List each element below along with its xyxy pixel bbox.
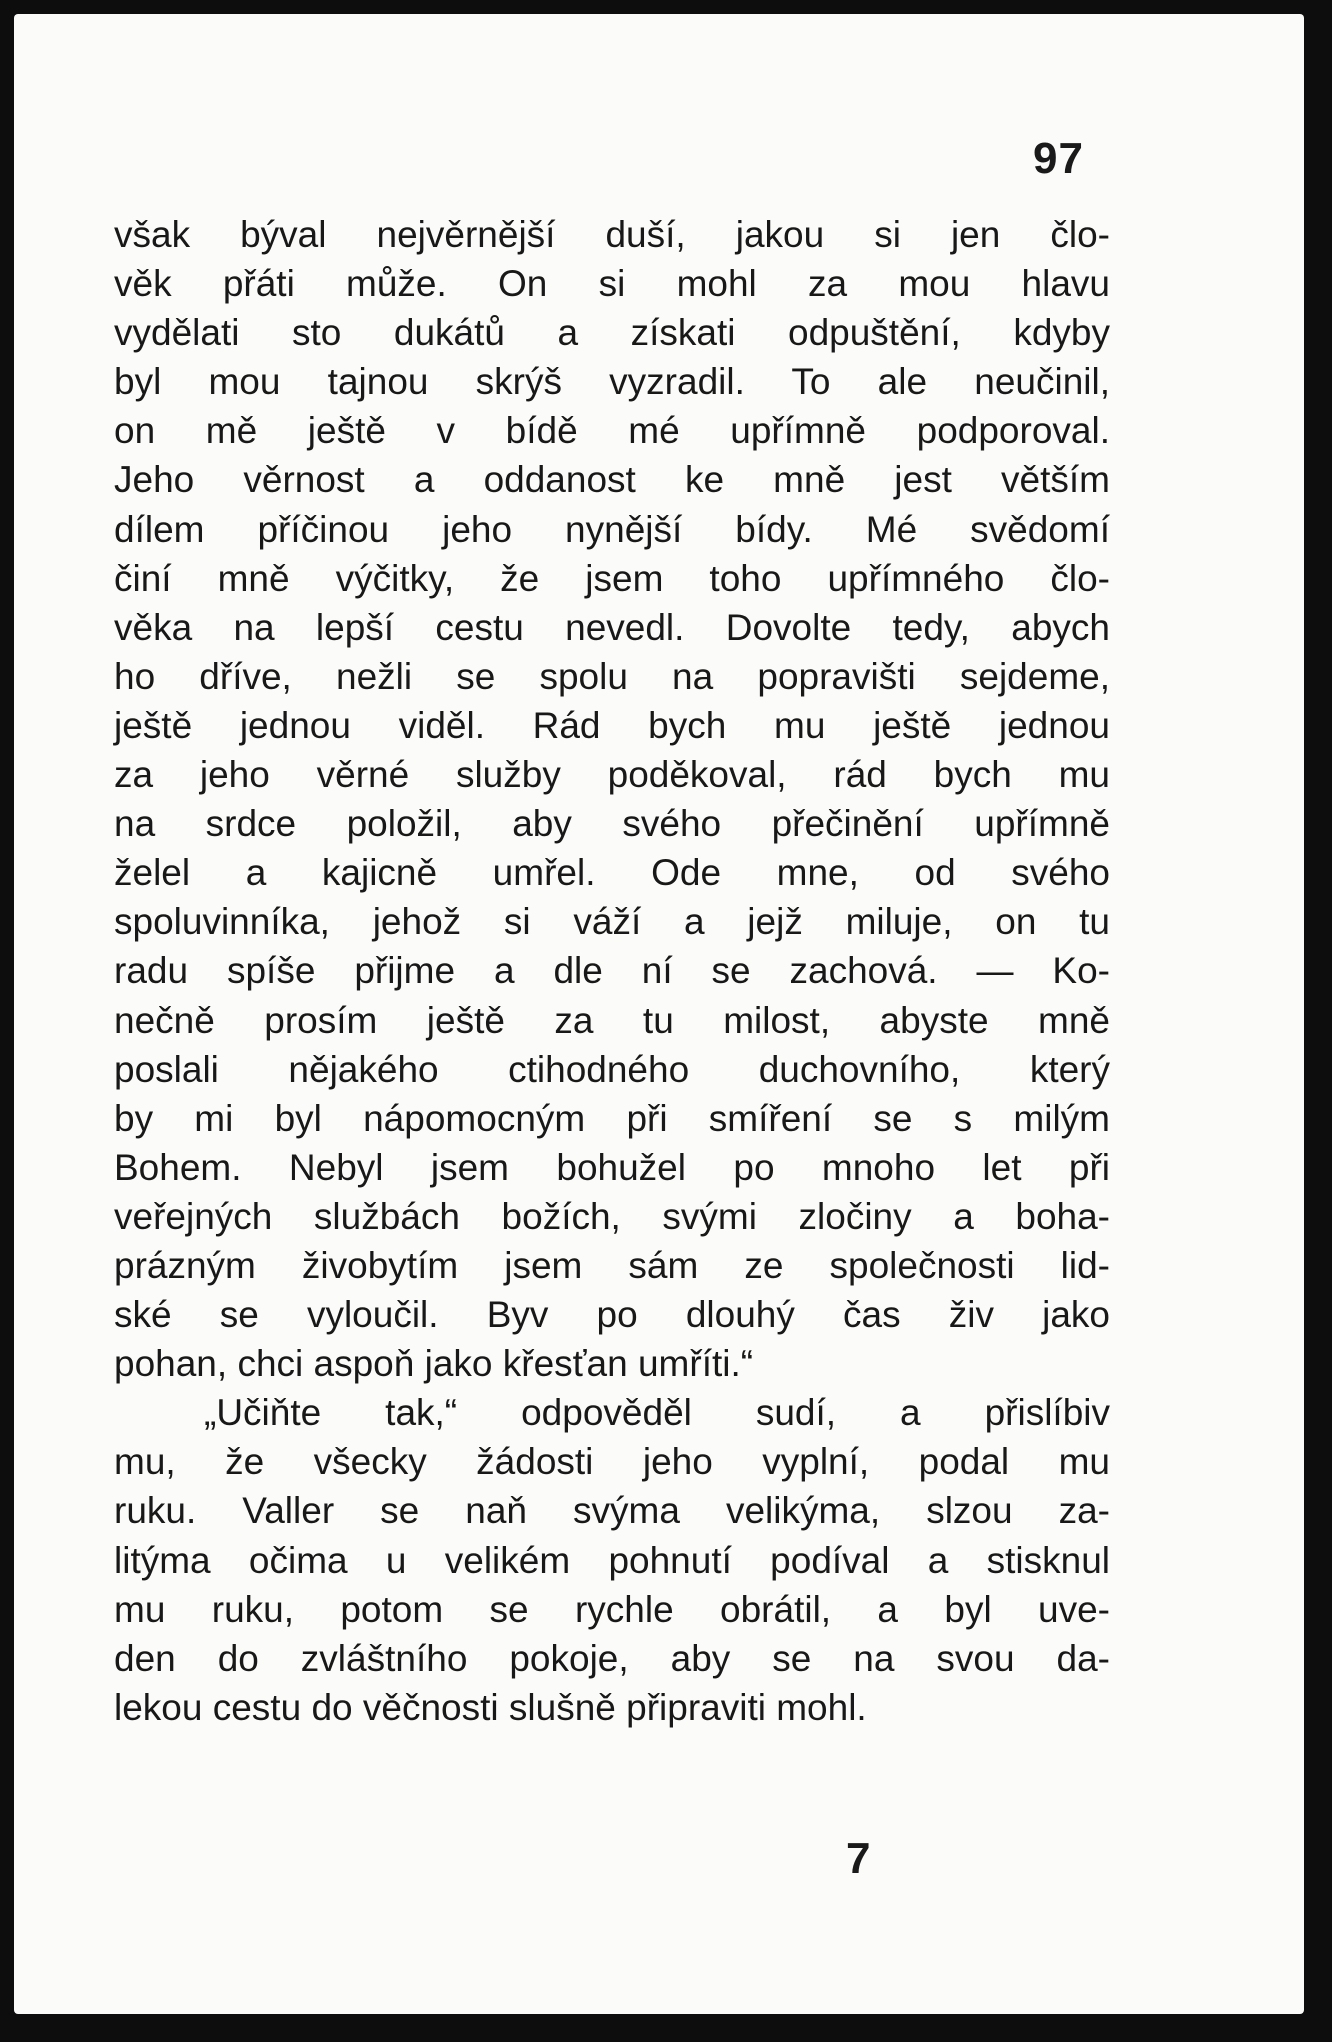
text-line: mu, že všecky žádosti jeho vyplní, podal mu: [114, 1441, 1110, 1483]
text-line: ještě jednou viděl. Rád bych mu ještě jednou: [114, 704, 1110, 746]
text-line: radu spíše přijme a dle ní se zachová. — Ko-: [114, 950, 1110, 992]
book-page: [14, 14, 1304, 2014]
text-line: den do zvláštního pokoje, aby se na svou da-: [114, 1637, 1110, 1679]
text-line: lekou cestu do věčnosti slušně připraviti mohl.: [114, 1686, 867, 1728]
text-line: veřejných službách božích, svými zločiny a boha-: [114, 1195, 1110, 1237]
page-number: 97: [1033, 134, 1084, 183]
text-line: želel a kajicně umřel. Ode mne, od svého: [114, 852, 1110, 894]
text-line: pohan, chci aspoň jako křesťan umříti.“: [114, 1343, 754, 1385]
text-line: věk přáti může. On si mohl za mou hlavu: [114, 263, 1110, 305]
text-line: poslali nějakého ctihodného duchovního, který: [114, 1048, 1110, 1090]
text-line: ruku. Valler se naň svýma velikýma, slzou za-: [114, 1490, 1110, 1532]
text-line: však býval nejvěrnější duší, jakou si jen člo-: [114, 214, 1110, 255]
text-line: za jeho věrné služby poděkoval, rád bych mu: [114, 754, 1110, 796]
text-line: by mi byl nápomocným při smíření se s milým: [114, 1097, 1110, 1139]
text-line: mu ruku, potom se rychle obrátil, a byl uve-: [114, 1588, 1110, 1630]
text-line: Jeho věrnost a oddanost ke mně jest větším: [114, 459, 1110, 501]
text-line: spoluvinníka, jehož si váží a jejž miluje, on tu: [114, 901, 1110, 943]
text-line: Bohem. Nebyl jsem bohužel po mnoho let při: [114, 1146, 1110, 1188]
text-line: věka na lepší cestu nevedl. Dovolte tedy, abych: [114, 606, 1110, 648]
text-line: na srdce položil, aby svého přečinění upřímně: [114, 803, 1110, 845]
text-line: on mě ještě v bídě mé upřímně podporoval.: [114, 410, 1110, 452]
text-line: ho dříve, nežli se spolu na popravišti sejdeme,: [114, 655, 1110, 697]
body-text: [114, 210, 1110, 1732]
text-line: vydělati sto dukátů a získati odpuštění, kdyby: [114, 312, 1110, 354]
text-line: činí mně výčitky, že jsem toho upřímného člo-: [114, 557, 1110, 599]
text-line: byl mou tajnou skrýš vyzradil. To ale neučinil,: [114, 361, 1110, 403]
text-line: „Učiňte tak,“ odpověděl sudí, a přislíbiv: [204, 1392, 1110, 1434]
text-line: nečně prosím ještě za tu milost, abyste mně: [114, 999, 1110, 1041]
text-line: litýma očima u velikém pohnutí podíval a stisknul: [114, 1539, 1110, 1581]
text-line: ské se vyloučil. Byv po dlouhý čas živ jako: [114, 1294, 1110, 1336]
signature-mark: 7: [846, 1834, 871, 1883]
text-line: prázným živobytím jsem sám ze společnosti lid-: [114, 1244, 1110, 1286]
text-line: dílem příčinou jeho nynější bídy. Mé svědomí: [114, 508, 1110, 550]
